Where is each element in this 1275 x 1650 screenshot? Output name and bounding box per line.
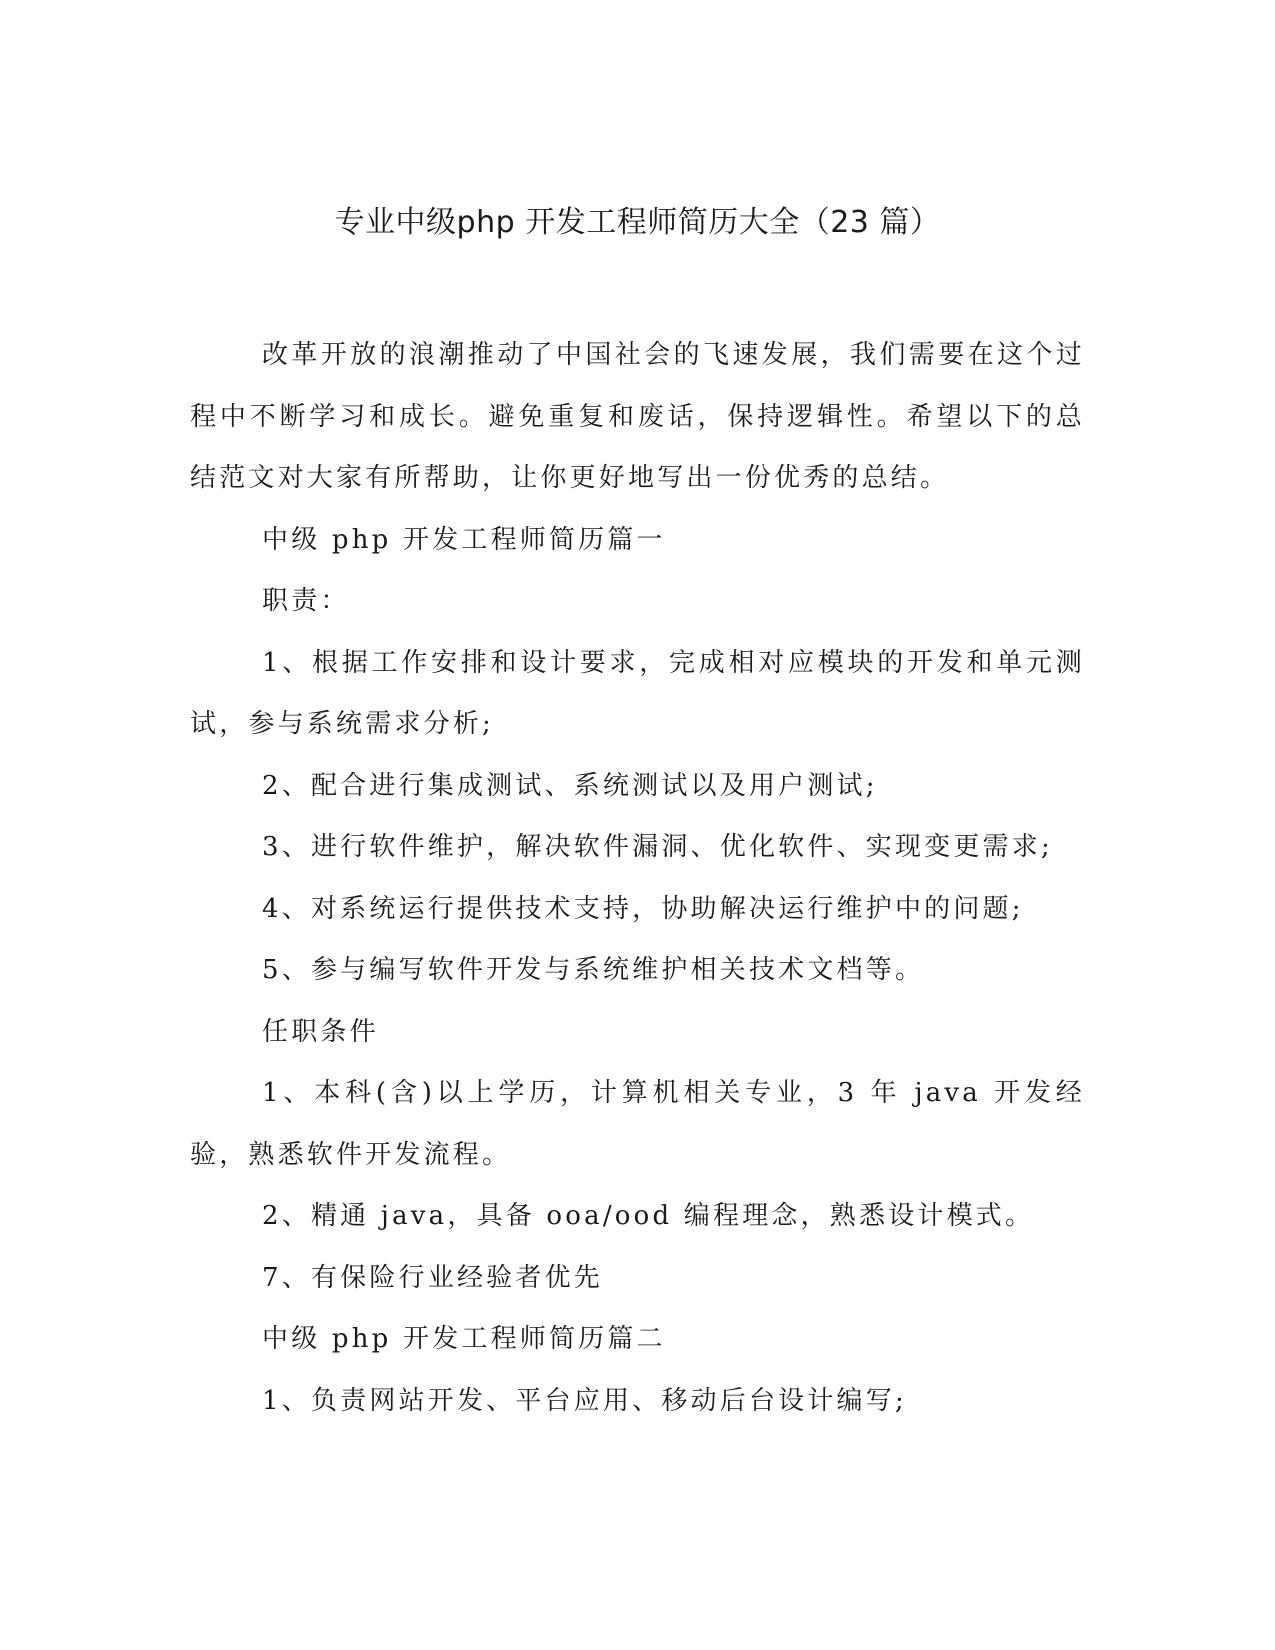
intro-paragraph: 改革开放的浪潮推动了中国社会的飞速发展，我们需要在这个过程中不断学习和成长。避免重复和废话，保持逻辑性。希望以下的总结范文对大家有所帮助，让你更好地写出一份优秀的总结。: [190, 340, 1085, 493]
section-heading-part-two: 中级 php 开发工程师简历篇二: [262, 1324, 666, 1354]
document-body: [190, 325, 1085, 1432]
responsibility-item-2: 2、配合进行集成测试、系统测试以及用户测试;: [262, 770, 878, 801]
responsibilities-heading: 职责：: [262, 586, 350, 616]
responsibility-item-1: 1、根据工作安排和设计要求，完成相对应模块的开发和单元测试，参与系统需求分析;: [190, 647, 1085, 739]
requirement-item-7: 7、有保险行业经验者优先: [262, 1262, 603, 1293]
responsibility-item-4: 4、对系统运行提供技术支持，协助解决运行维护中的问题;: [262, 893, 1024, 924]
requirement-item-1: 1、本科(含)以上学历，计算机相关专业，3 年 java 开发经验，熟悉软件开发流程。: [190, 1078, 1085, 1170]
document-title: 专业中级php 开发工程师简历大全（23 篇）: [334, 205, 941, 240]
section-heading-part-one: 中级 php 开发工程师简历篇一: [262, 524, 666, 555]
requirements-heading: 任职条件: [262, 1016, 379, 1047]
part-two-item-1: 1、负责网站开发、平台应用、移动后台设计编写;: [262, 1385, 907, 1416]
responsibility-item-5: 5、参与编写软件开发与系统维护相关技术文档等。: [262, 955, 925, 985]
requirement-item-2: 2、精通 java，具备 ooa/ood 编程理念，熟悉设计模式。: [262, 1201, 1035, 1231]
responsibility-item-3: 3、进行软件维护，解决软件漏洞、优化软件、实现变更需求;: [262, 832, 1053, 862]
